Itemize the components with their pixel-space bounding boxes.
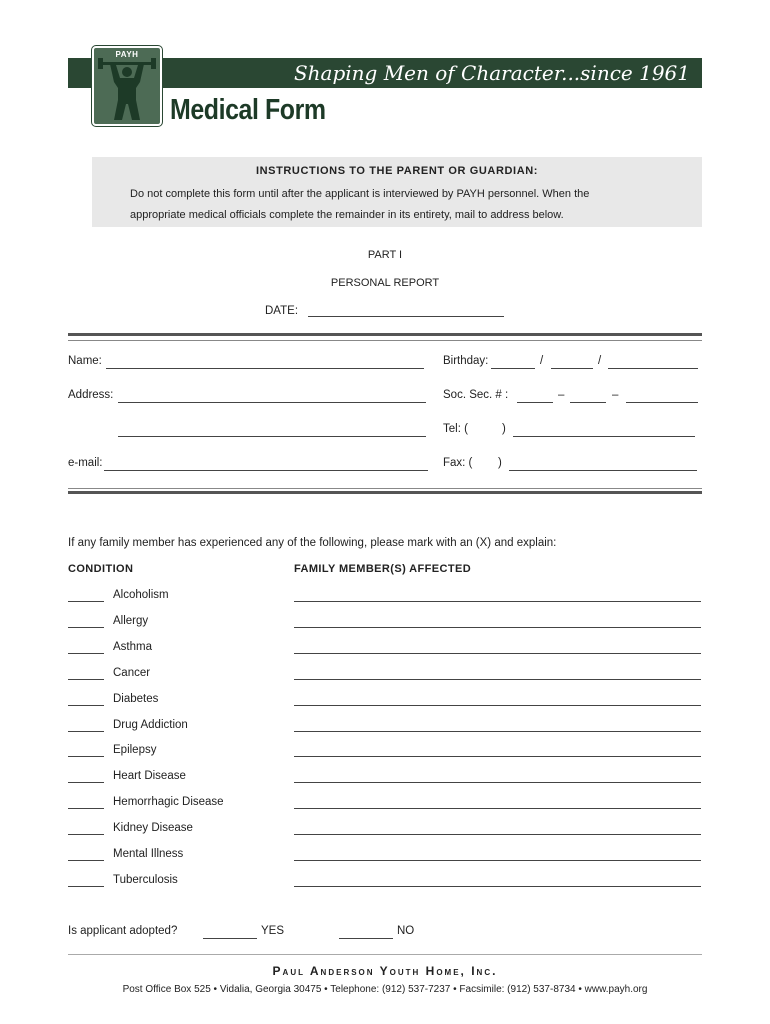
condition-mark-field[interactable]	[68, 782, 104, 783]
condition-label: Diabetes	[113, 693, 159, 705]
family-member-field[interactable]	[294, 808, 701, 809]
birthday-separator: /	[540, 355, 544, 367]
date-field[interactable]	[308, 316, 504, 317]
condition-header: CONDITION	[68, 563, 134, 575]
fax-label: Fax: (	[443, 457, 473, 469]
ssn-separator: –	[558, 389, 565, 401]
family-member-field[interactable]	[294, 601, 701, 602]
condition-mark-field[interactable]	[68, 653, 104, 654]
family-member-field[interactable]	[294, 679, 701, 680]
tel-paren: )	[502, 423, 506, 435]
footer-org-name: Paul Anderson Youth Home, Inc.	[272, 964, 498, 978]
condition-mark-field[interactable]	[68, 627, 104, 628]
footer-divider	[68, 954, 702, 955]
family-member-field[interactable]	[294, 653, 701, 654]
condition-label: Mental Illness	[113, 848, 184, 860]
instructions-line-1: Do not complete this form until after the applicant is interviewed by PAYH personnel. When the	[130, 188, 590, 200]
birthday-label: Birthday:	[443, 355, 489, 367]
part-label: PART I	[367, 249, 403, 261]
email-label: e-mail:	[68, 457, 103, 469]
instructions-heading: INSTRUCTIONS TO THE PARENT OR GUARDIAN:	[255, 165, 539, 177]
divider-top	[68, 333, 702, 336]
instructions-box	[92, 157, 702, 227]
family-member-field[interactable]	[294, 705, 701, 706]
name-label: Name:	[68, 355, 102, 367]
payh-logo	[92, 46, 162, 126]
family-member-field[interactable]	[294, 627, 701, 628]
condition-mark-field[interactable]	[68, 705, 104, 706]
ssn-field-3[interactable]	[626, 402, 698, 403]
condition-mark-field[interactable]	[68, 860, 104, 861]
ssn-separator: –	[612, 389, 619, 401]
weightlifter-icon	[94, 48, 160, 124]
family-member-field[interactable]	[294, 860, 701, 861]
divider-top-thin	[68, 340, 702, 341]
family-prompt: If any family member has experienced any of the following, please mark with an (X) and explain:	[68, 537, 557, 549]
tel-field[interactable]	[513, 436, 695, 437]
condition-mark-field[interactable]	[68, 834, 104, 835]
condition-mark-field[interactable]	[68, 886, 104, 887]
family-member-field[interactable]	[294, 756, 701, 757]
birthday-day-field[interactable]	[551, 368, 593, 369]
logo-text: PAYH	[115, 50, 139, 59]
ssn-field-1[interactable]	[517, 402, 553, 403]
condition-mark-field[interactable]	[68, 679, 104, 680]
page-title: Medical Form	[170, 94, 326, 126]
family-member-field[interactable]	[294, 886, 701, 887]
adopted-no-field[interactable]	[339, 938, 393, 939]
birthday-year-field[interactable]	[608, 368, 698, 369]
divider-bottom-thin	[68, 488, 702, 489]
address-field-1[interactable]	[118, 402, 426, 403]
family-member-field[interactable]	[294, 782, 701, 783]
condition-label: Heart Disease	[113, 770, 186, 782]
condition-label: Hemorrhagic Disease	[113, 796, 224, 808]
fax-paren: )	[498, 457, 502, 469]
adopted-yes-field[interactable]	[203, 938, 257, 939]
condition-label: Asthma	[113, 641, 152, 653]
condition-label: Allergy	[113, 615, 149, 627]
address-label: Address:	[68, 389, 114, 401]
condition-label: Epilepsy	[113, 744, 157, 756]
address-field-2[interactable]	[118, 436, 426, 437]
condition-label: Alcoholism	[113, 589, 169, 601]
condition-label: Tuberculosis	[113, 874, 178, 886]
instructions-line-2: appropriate medical officials complete the remainder in its entirety, mail to address below.	[130, 209, 564, 221]
adopted-no-label: NO	[397, 925, 415, 937]
header-banner	[68, 58, 702, 88]
tagline: Shaping Men of Character...since 1961	[293, 61, 690, 85]
members-header: FAMILY MEMBER(S) AFFECTED	[294, 563, 472, 575]
condition-mark-field[interactable]	[68, 601, 104, 602]
family-member-field[interactable]	[294, 731, 701, 732]
tel-label: Tel: (	[443, 423, 468, 435]
date-label: DATE:	[265, 305, 299, 317]
condition-mark-field[interactable]	[68, 756, 104, 757]
birthday-month-field[interactable]	[491, 368, 535, 369]
adopted-question: Is applicant adopted?	[68, 925, 178, 937]
email-field[interactable]	[104, 470, 428, 471]
birthday-separator: /	[598, 355, 602, 367]
ssn-field-2[interactable]	[570, 402, 606, 403]
footer-address: Post Office Box 525 • Vidalia, Georgia 30475 • Telephone: (912) 537-7237 • Facsimile: (912) 537-8734 • www.payh.org	[122, 984, 648, 995]
family-member-field[interactable]	[294, 834, 701, 835]
condition-mark-field[interactable]	[68, 808, 104, 809]
condition-label: Drug Addiction	[113, 719, 188, 731]
condition-mark-field[interactable]	[68, 731, 104, 732]
condition-label: Kidney Disease	[113, 822, 193, 834]
adopted-yes-label: YES	[261, 925, 285, 937]
divider-bottom	[68, 491, 702, 494]
instructions-text	[130, 184, 690, 226]
fax-field[interactable]	[509, 470, 697, 471]
ssn-label: Soc. Sec. # :	[443, 389, 509, 401]
condition-label: Cancer	[113, 667, 151, 679]
part-subtitle: PERSONAL REPORT	[330, 277, 440, 289]
name-field[interactable]	[106, 368, 424, 369]
